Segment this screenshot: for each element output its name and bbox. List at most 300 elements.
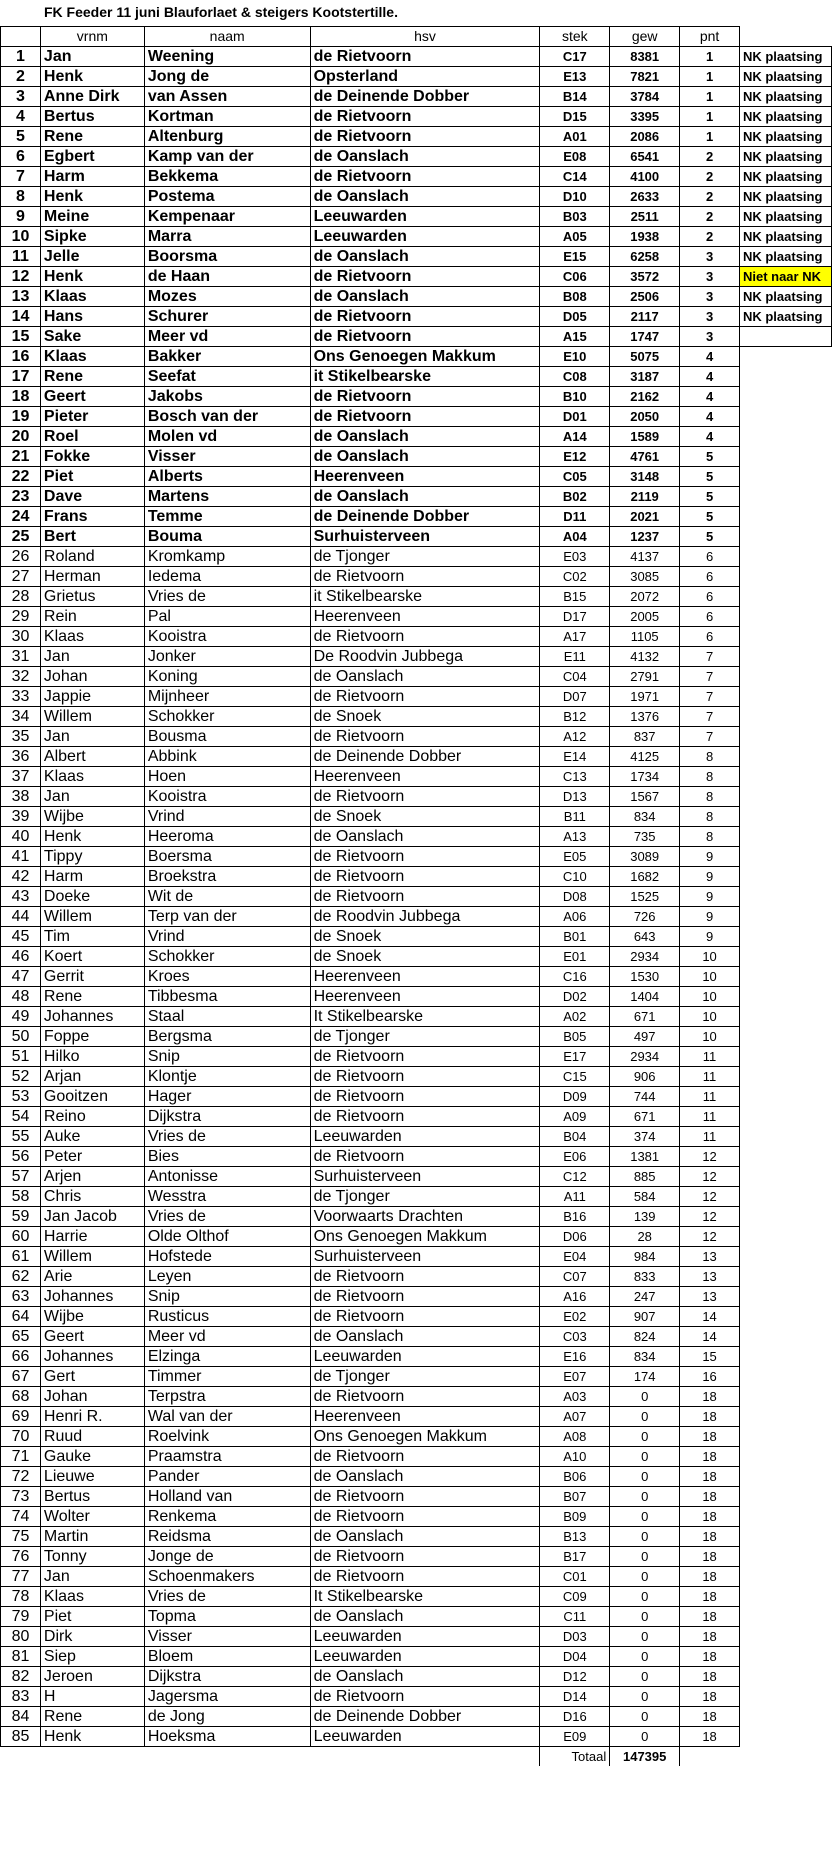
table-row (1, 787, 832, 807)
note-cell (739, 667, 831, 687)
points-cell: 18 (680, 1507, 740, 1527)
weight-cell: 984 (610, 1247, 680, 1267)
weight-cell: 3085 (610, 567, 680, 587)
last-name-cell: Boersma (144, 847, 310, 867)
first-name-cell: Meine (40, 207, 144, 227)
club-cell: de Oanslach (310, 827, 540, 847)
note-cell (739, 727, 831, 747)
rank-cell: 13 (1, 287, 41, 307)
last-name-cell: Koning (144, 667, 310, 687)
table-row (1, 107, 832, 127)
weight-cell: 2511 (610, 207, 680, 227)
points-cell: 9 (680, 927, 740, 947)
page-title: FK Feeder 11 juni Blauforlaet & steigers Kootstertille. (44, 4, 398, 20)
points-cell: 15 (680, 1347, 740, 1367)
table-row (1, 1567, 832, 1587)
club-cell: de Rietvoorn (310, 787, 540, 807)
first-name-cell: Gooitzen (40, 1087, 144, 1107)
points-cell: 18 (680, 1647, 740, 1667)
first-name-cell: Klaas (40, 1587, 144, 1607)
rank-cell: 5 (1, 127, 41, 147)
note-cell: NK plaatsing (739, 127, 831, 147)
note-cell: NK plaatsing (739, 307, 831, 327)
rank-cell: 46 (1, 947, 41, 967)
peg-cell: E08 (540, 147, 610, 167)
peg-cell: B05 (540, 1027, 610, 1047)
points-cell: 9 (680, 907, 740, 927)
club-cell: Heerenveen (310, 607, 540, 627)
last-name-cell: Holland van (144, 1487, 310, 1507)
peg-cell: D08 (540, 887, 610, 907)
note-cell (739, 1667, 831, 1687)
rank-cell: 25 (1, 527, 41, 547)
last-name-cell: Bousma (144, 727, 310, 747)
rank-cell: 22 (1, 467, 41, 487)
club-cell: Ons Genoegen Makkum (310, 347, 540, 367)
points-cell: 3 (680, 247, 740, 267)
club-cell: de Rietvoorn (310, 847, 540, 867)
peg-cell: B04 (540, 1127, 610, 1147)
points-cell: 4 (680, 387, 740, 407)
points-cell: 8 (680, 747, 740, 767)
club-cell: de Snoek (310, 947, 540, 967)
note-cell (739, 487, 831, 507)
peg-cell: E04 (540, 1247, 610, 1267)
note-cell (739, 827, 831, 847)
rank-cell: 68 (1, 1387, 41, 1407)
peg-cell: D16 (540, 1707, 610, 1727)
points-cell: 8 (680, 767, 740, 787)
first-name-cell: Jelle (40, 247, 144, 267)
club-cell: de Rietvoorn (310, 1687, 540, 1707)
table-row (1, 1267, 832, 1287)
note-cell: NK plaatsing (739, 207, 831, 227)
table-row (1, 267, 832, 287)
club-cell: de Oanslach (310, 1327, 540, 1347)
last-name-cell: Terp van der (144, 907, 310, 927)
first-name-cell: Arjan (40, 1067, 144, 1087)
table-row (1, 1167, 832, 1187)
weight-cell: 1938 (610, 227, 680, 247)
points-cell: 7 (680, 647, 740, 667)
first-name-cell: Henk (40, 67, 144, 87)
note-cell (739, 1567, 831, 1587)
first-name-cell: Rein (40, 607, 144, 627)
last-name-cell: Tibbesma (144, 987, 310, 1007)
note-cell (739, 1547, 831, 1567)
last-name-cell: Kroes (144, 967, 310, 987)
weight-cell: 5075 (610, 347, 680, 367)
club-cell: Ons Genoegen Makkum (310, 1427, 540, 1447)
club-cell: de Rietvoorn (310, 1547, 540, 1567)
rank-cell: 17 (1, 367, 41, 387)
note-cell (739, 427, 831, 447)
points-cell: 16 (680, 1367, 740, 1387)
peg-cell: E03 (540, 547, 610, 567)
note-cell (739, 1467, 831, 1487)
table-row (1, 867, 832, 887)
weight-cell: 0 (610, 1607, 680, 1627)
table-row (1, 547, 832, 567)
note-cell (739, 1607, 831, 1627)
table-row (1, 1127, 832, 1147)
note-cell (739, 967, 831, 987)
last-name-cell: Wesstra (144, 1187, 310, 1207)
first-name-cell: Klaas (40, 287, 144, 307)
rank-cell: 72 (1, 1467, 41, 1487)
last-name-cell: Praamstra (144, 1447, 310, 1467)
rank-cell: 58 (1, 1187, 41, 1207)
peg-cell: C10 (540, 867, 610, 887)
peg-cell: D02 (540, 987, 610, 1007)
club-cell: de Rietvoorn (310, 1387, 540, 1407)
rank-cell: 53 (1, 1087, 41, 1107)
table-row (1, 327, 832, 347)
first-name-cell: Geert (40, 387, 144, 407)
club-cell: It Stikelbearske (310, 1587, 540, 1607)
first-name-cell: Piet (40, 1607, 144, 1627)
peg-cell: E05 (540, 847, 610, 867)
last-name-cell: Postema (144, 187, 310, 207)
peg-cell: C15 (540, 1067, 610, 1087)
club-cell: Surhuisterveen (310, 1247, 540, 1267)
rank-cell: 84 (1, 1707, 41, 1727)
table-row (1, 967, 832, 987)
table-row (1, 587, 832, 607)
weight-cell: 0 (610, 1687, 680, 1707)
table-row (1, 527, 832, 547)
club-cell: de Rietvoorn (310, 1267, 540, 1287)
first-name-cell: Klaas (40, 627, 144, 647)
club-cell: de Roodvin Jubbega (310, 907, 540, 927)
first-name-cell: Johan (40, 1387, 144, 1407)
weight-cell: 0 (610, 1487, 680, 1507)
rank-cell: 30 (1, 627, 41, 647)
last-name-cell: Vrind (144, 807, 310, 827)
points-cell: 11 (680, 1087, 740, 1107)
rank-cell: 60 (1, 1227, 41, 1247)
weight-cell: 906 (610, 1067, 680, 1087)
club-cell: it Stikelbearske (310, 367, 540, 387)
first-name-cell: Tim (40, 927, 144, 947)
points-cell: 3 (680, 327, 740, 347)
peg-cell: A10 (540, 1447, 610, 1467)
first-name-cell: Gerrit (40, 967, 144, 987)
points-cell: 18 (680, 1587, 740, 1607)
weight-cell: 2072 (610, 587, 680, 607)
last-name-cell: Broekstra (144, 867, 310, 887)
last-name-cell: Kamp van der (144, 147, 310, 167)
weight-cell: 497 (610, 1027, 680, 1047)
note-cell (739, 647, 831, 667)
first-name-cell: Willem (40, 707, 144, 727)
table-row (1, 907, 832, 927)
peg-cell: D03 (540, 1627, 610, 1647)
first-name-cell: Lieuwe (40, 1467, 144, 1487)
club-cell: de Rietvoorn (310, 267, 540, 287)
rank-cell: 74 (1, 1507, 41, 1527)
points-cell: 8 (680, 807, 740, 827)
first-name-cell: Henk (40, 827, 144, 847)
table-row (1, 407, 832, 427)
weight-cell: 0 (610, 1707, 680, 1727)
table-row (1, 1727, 832, 1747)
peg-cell: D15 (540, 107, 610, 127)
note-cell: NK plaatsing (739, 147, 831, 167)
peg-cell: E16 (540, 1347, 610, 1367)
last-name-cell: Terpstra (144, 1387, 310, 1407)
first-name-cell: Jappie (40, 687, 144, 707)
weight-cell: 885 (610, 1167, 680, 1187)
points-cell: 12 (680, 1187, 740, 1207)
peg-cell: C13 (540, 767, 610, 787)
rank-cell: 67 (1, 1367, 41, 1387)
first-name-cell: Siep (40, 1647, 144, 1667)
note-cell: NK plaatsing (739, 187, 831, 207)
last-name-cell: Bergsma (144, 1027, 310, 1047)
points-cell: 7 (680, 707, 740, 727)
club-cell: de Rietvoorn (310, 1447, 540, 1467)
rank-cell: 14 (1, 307, 41, 327)
note-cell (739, 1687, 831, 1707)
last-name-cell: Klontje (144, 1067, 310, 1087)
rank-cell: 29 (1, 607, 41, 627)
rank-cell: 50 (1, 1027, 41, 1047)
club-cell: de Rietvoorn (310, 1487, 540, 1507)
peg-cell: D17 (540, 607, 610, 627)
table-row (1, 1367, 832, 1387)
club-cell: Leeuwarden (310, 1347, 540, 1367)
peg-cell: E12 (540, 447, 610, 467)
last-name-cell: Kortman (144, 107, 310, 127)
first-name-cell: Dave (40, 487, 144, 507)
table-row (1, 1147, 832, 1167)
table-row (1, 1027, 832, 1047)
last-name-cell: Dijkstra (144, 1667, 310, 1687)
weight-cell: 0 (610, 1667, 680, 1687)
table-row (1, 227, 832, 247)
note-cell (739, 1527, 831, 1547)
points-cell: 10 (680, 967, 740, 987)
last-name-cell: Bosch van der (144, 407, 310, 427)
weight-cell: 643 (610, 927, 680, 947)
club-cell: de Oanslach (310, 667, 540, 687)
points-cell: 6 (680, 547, 740, 567)
note-cell (739, 1427, 831, 1447)
rank-cell: 20 (1, 427, 41, 447)
rank-cell: 1 (1, 47, 41, 67)
club-cell: Leeuwarden (310, 1727, 540, 1747)
weight-cell: 1525 (610, 887, 680, 907)
peg-cell: B07 (540, 1487, 610, 1507)
club-cell: de Rietvoorn (310, 107, 540, 127)
total-row (1, 1747, 832, 1767)
table-row (1, 727, 832, 747)
note-cell (739, 1407, 831, 1427)
note-cell (739, 707, 831, 727)
peg-cell: D07 (540, 687, 610, 707)
last-name-cell: Hager (144, 1087, 310, 1107)
weight-cell: 8381 (610, 47, 680, 67)
club-cell: Leeuwarden (310, 227, 540, 247)
peg-cell: A07 (540, 1407, 610, 1427)
weight-cell: 2934 (610, 1047, 680, 1067)
peg-cell: B16 (540, 1207, 610, 1227)
last-name-cell: Wal van der (144, 1407, 310, 1427)
note-cell (739, 1187, 831, 1207)
note-cell (739, 587, 831, 607)
total-label: Totaal (540, 1747, 610, 1767)
rank-cell: 56 (1, 1147, 41, 1167)
first-name-cell: Henk (40, 267, 144, 287)
peg-cell: E07 (540, 1367, 610, 1387)
first-name-cell: Johannes (40, 1347, 144, 1367)
table-row (1, 1607, 832, 1627)
last-name-cell: Vries de (144, 1127, 310, 1147)
points-cell: 18 (680, 1547, 740, 1567)
table-row (1, 1227, 832, 1247)
last-name-cell: de Jong (144, 1707, 310, 1727)
points-cell: 5 (680, 487, 740, 507)
note-cell (739, 447, 831, 467)
note-cell (739, 1367, 831, 1387)
last-name-cell: Meer vd (144, 1327, 310, 1347)
weight-cell: 671 (610, 1007, 680, 1027)
club-cell: de Rietvoorn (310, 127, 540, 147)
club-cell: It Stikelbearske (310, 1007, 540, 1027)
rank-cell: 2 (1, 67, 41, 87)
club-cell: de Rietvoorn (310, 1307, 540, 1327)
note-cell (739, 1227, 831, 1247)
rank-cell: 33 (1, 687, 41, 707)
table-row (1, 1507, 832, 1527)
rank-cell: 35 (1, 727, 41, 747)
peg-cell: E01 (540, 947, 610, 967)
table-row (1, 807, 832, 827)
peg-cell: A15 (540, 327, 610, 347)
note-cell: NK plaatsing (739, 247, 831, 267)
points-cell: 1 (680, 87, 740, 107)
first-name-cell: Harm (40, 167, 144, 187)
first-name-cell: Koert (40, 947, 144, 967)
rank-cell: 57 (1, 1167, 41, 1187)
note-cell (739, 1147, 831, 1167)
weight-cell: 1682 (610, 867, 680, 887)
last-name-cell: Topma (144, 1607, 310, 1627)
last-name-cell: Heeroma (144, 827, 310, 847)
peg-cell: B08 (540, 287, 610, 307)
points-cell: 2 (680, 147, 740, 167)
first-name-cell: Sipke (40, 227, 144, 247)
first-name-cell: Johannes (40, 1007, 144, 1027)
note-cell (739, 1167, 831, 1187)
points-cell: 18 (680, 1727, 740, 1747)
peg-cell: B11 (540, 807, 610, 827)
note-cell (739, 507, 831, 527)
last-name-cell: Snip (144, 1047, 310, 1067)
first-name-cell: Geert (40, 1327, 144, 1347)
rank-cell: 55 (1, 1127, 41, 1147)
table-row (1, 1187, 832, 1207)
points-cell: 5 (680, 467, 740, 487)
weight-cell: 2791 (610, 667, 680, 687)
points-cell: 12 (680, 1207, 740, 1227)
note-cell (739, 887, 831, 907)
note-cell (739, 1047, 831, 1067)
club-cell: it Stikelbearske (310, 587, 540, 607)
note-cell (739, 1447, 831, 1467)
rank-cell: 6 (1, 147, 41, 167)
club-cell: de Rietvoorn (310, 387, 540, 407)
first-name-cell: Henk (40, 187, 144, 207)
note-cell (739, 407, 831, 427)
table-row (1, 507, 832, 527)
rank-cell: 54 (1, 1107, 41, 1127)
weight-cell: 1404 (610, 987, 680, 1007)
first-name-cell: Jeroen (40, 1667, 144, 1687)
weight-cell: 1567 (610, 787, 680, 807)
weight-cell: 3148 (610, 467, 680, 487)
rank-cell: 77 (1, 1567, 41, 1587)
rank-cell: 66 (1, 1347, 41, 1367)
last-name-cell: Hoeksma (144, 1727, 310, 1747)
points-cell: 18 (680, 1567, 740, 1587)
rank-cell: 48 (1, 987, 41, 1007)
table-row (1, 647, 832, 667)
table-row (1, 1427, 832, 1447)
club-cell: Leeuwarden (310, 1627, 540, 1647)
points-cell: 14 (680, 1307, 740, 1327)
club-cell: de Oanslach (310, 187, 540, 207)
last-name-cell: Jonge de (144, 1547, 310, 1567)
peg-cell: E13 (540, 67, 610, 87)
points-cell: 10 (680, 947, 740, 967)
points-cell: 18 (680, 1667, 740, 1687)
first-name-cell: Chris (40, 1187, 144, 1207)
rank-cell: 59 (1, 1207, 41, 1227)
club-cell: Voorwaarts Drachten (310, 1207, 540, 1227)
peg-cell: B09 (540, 1507, 610, 1527)
club-cell: de Rietvoorn (310, 887, 540, 907)
note-cell (739, 527, 831, 547)
first-name-cell: Tonny (40, 1547, 144, 1567)
peg-cell: D06 (540, 1227, 610, 1247)
club-cell: de Rietvoorn (310, 1287, 540, 1307)
first-name-cell: Roland (40, 547, 144, 567)
peg-cell: C11 (540, 1607, 610, 1627)
peg-cell: E15 (540, 247, 610, 267)
points-cell: 9 (680, 847, 740, 867)
rank-cell: 78 (1, 1587, 41, 1607)
peg-cell: A09 (540, 1107, 610, 1127)
table-row (1, 667, 832, 687)
points-cell: 18 (680, 1467, 740, 1487)
points-cell: 6 (680, 587, 740, 607)
weight-cell: 4125 (610, 747, 680, 767)
note-cell: Niet naar NK (739, 267, 831, 287)
peg-cell: A02 (540, 1007, 610, 1027)
first-name-cell: Peter (40, 1147, 144, 1167)
last-name-cell: Boorsma (144, 247, 310, 267)
note-cell (739, 1027, 831, 1047)
points-cell: 3 (680, 267, 740, 287)
last-name-cell: Mijnheer (144, 687, 310, 707)
first-name-cell: Bertus (40, 1487, 144, 1507)
weight-cell: 1589 (610, 427, 680, 447)
note-cell (739, 987, 831, 1007)
note-cell (739, 347, 831, 367)
rank-cell: 34 (1, 707, 41, 727)
